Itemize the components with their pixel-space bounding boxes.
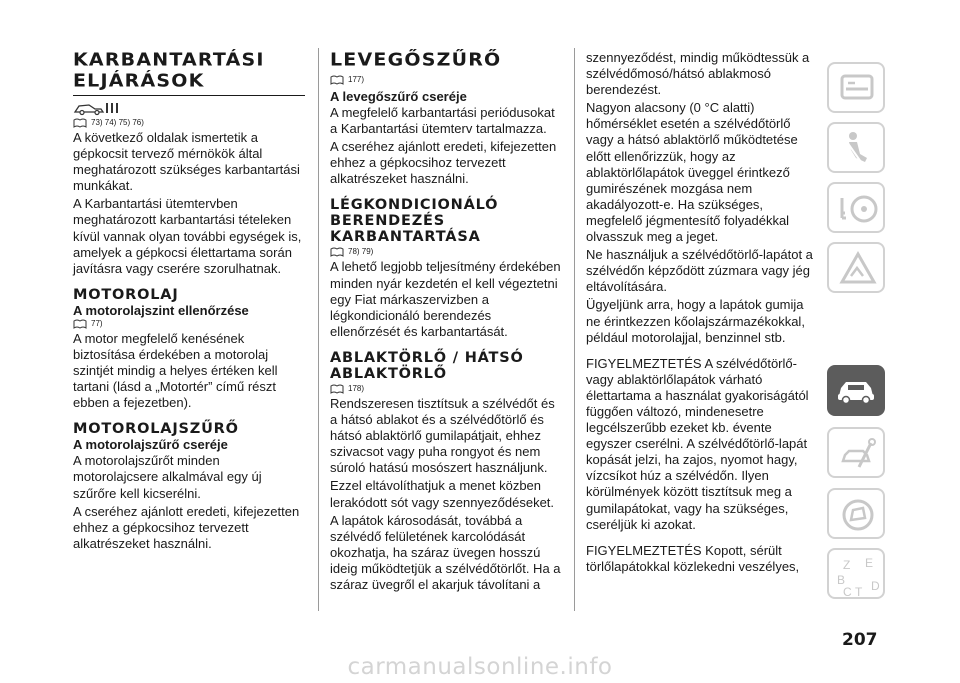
column-divider <box>574 48 575 611</box>
book-reference-icon <box>73 118 87 128</box>
wrench-car-icon <box>829 429 887 480</box>
seat-safety-icon <box>829 124 887 175</box>
paragraph: A lehető legjobb teljesítmény érdekében minden nyár kezdetén el kell végeztetni egy Fiat márkaszervizben a légkondicionáló berendezés ellenőrzését és karbantartását. <box>330 259 561 339</box>
svg-text:D: D <box>871 579 880 593</box>
warning-paragraph: FIGYELMEZTETÉS Kopott, sérült törlőlapátokkal közlekedni veszélyes, <box>586 542 800 574</box>
heading-legkondicionalo: LÉGKONDICIONÁLÓ <box>330 197 499 214</box>
nav-tab-maintenance[interactable] <box>827 365 885 416</box>
subheading: A motorolajszint ellenőrzése <box>73 302 249 318</box>
paragraph: Ügyeljünk arra, hogy a lapátok gumija ne érintkezzen kőolajszármazékokkal, például motorolajjal, benzinnel stb. <box>586 297 805 345</box>
paragraph: A cseréhez ajánlott eredeti, kifejezetten ehhez a gépkocsihoz tervezett alkatrészeket használni. <box>73 503 300 551</box>
warning-references: 177) <box>330 75 562 85</box>
nav-tab-dashboard[interactable] <box>827 62 885 113</box>
book-reference-icon <box>330 247 344 257</box>
book-reference-icon <box>330 384 344 394</box>
nav-tab-safety[interactable] <box>827 122 885 173</box>
subheading: A levegőszűrő cseréje <box>330 89 467 104</box>
book-reference-icon <box>330 75 344 85</box>
nav-tab-emergency[interactable] <box>827 242 885 293</box>
alphabetical-index-icon <box>829 550 887 601</box>
paragraph: A cseréhez ajánlott eredeti, kifejezetten ehhez a gépkocsihoz tervezett alkatrészeket használni. <box>330 139 557 187</box>
column-2 <box>330 50 562 595</box>
paragraph: szennyeződést, mindig működtessük a szélvédőmosó/hátsó ablakmosó berendezést. <box>586 50 810 98</box>
heading-ablaktorlo: ABLAKTÖRLŐ <box>330 365 447 382</box>
warning-references: 178) <box>330 384 562 394</box>
paragraph: Nagyon alacsony (0 °C alatti) hőmérséklet esetén a szélvédőtörlő vagy a hátsó ablaktörlő működtetése előtt ellenőrizzük, hogy az ablaktörlőlapátok üveggel érintkező gumirészének mozgása nem akadályozott-e. Ha szükséges, megfelelő jégmentesítő folyadékkal olvasszuk meg a jeget. <box>586 100 798 245</box>
media-navigation-icon <box>829 490 887 541</box>
warning-triangle-icon <box>829 244 887 295</box>
warning-references: 78) 79) <box>330 247 562 257</box>
paragraph: Rendszeresen tisztítsuk a szélvédőt és a hátsó ablakot és a szélvédőtörlő és hátsó ablaktörlő gumilapátjait, ehhez szivacsot vagy puha rongyot és nem súroló hatású mosószert használjunk. <box>330 395 555 476</box>
svg-text:C: C <box>843 585 852 599</box>
section-title-line-2: ELJÁRÁSOK <box>73 70 205 92</box>
heading-levegoszuro: LEVEGŐSZŰRŐ <box>330 49 502 71</box>
watermark-text: carmanualsonline.info <box>347 654 613 680</box>
svg-text:Z: Z <box>843 558 851 572</box>
vehicle-variant-icon <box>73 100 305 118</box>
page-number: 207 <box>842 630 878 650</box>
dashboard-icon <box>829 64 887 115</box>
subheading: A motorolajszűrő cseréje <box>73 437 228 453</box>
heading-ablaktorlo: ABLAKTÖRLŐ / HÁTSÓ <box>330 349 524 366</box>
paragraph: Ne használjuk a szélvédőtörlő-lapátot a szélvédőn képződött zúzmara vagy jég eltávolítására. <box>586 247 813 295</box>
column-3 <box>586 50 816 577</box>
heading-motorolajszuro: MOTOROLAJSZŰRŐ <box>73 421 239 438</box>
warning-references: 77) <box>73 319 305 329</box>
svg-text:T: T <box>855 585 863 599</box>
paragraph: Ezzel eltávolíthatjuk a menet közben lerakódott sót vagy szennyeződéseket. <box>330 478 555 510</box>
paragraph: A motor megfelelő kenésének biztosítása érdekében a motorolaj szintjét mindig a helyes értéken kell tartani (lásd a „Motortér” című részt ebben a fejezetben). <box>73 330 278 411</box>
nav-tab-technical-data[interactable] <box>827 427 885 478</box>
paragraph: A Karbantartási ütemtervben meghatározott karbantartási tételeken kívül vannak olyan további egységek is, amelyek a gépkocsi élettartama során javításra vagy cserére szorulhatnak. <box>73 196 302 276</box>
paragraph: A következő oldalak ismertetik a gépkocsit tervező mérnökök által meghatározott szükséges karbantartási munkákat. <box>73 130 300 194</box>
title-underline <box>73 95 305 96</box>
heading-legkondicionalo: BERENDEZÉS <box>330 213 445 230</box>
paragraph: A motorolajszűrőt minden motorolajcsere alkalmával egy új szűrőre kell kicserélni. <box>73 453 262 501</box>
paragraph: A megfelelő karbantartási periódusokat a Karbantartási ütemterv tartalmazza. <box>330 105 555 137</box>
book-reference-icon <box>73 319 87 329</box>
nav-tab-driving[interactable] <box>827 182 885 233</box>
svg-text:B: B <box>837 573 846 587</box>
column-1 <box>73 50 305 554</box>
steering-key-icon <box>829 184 887 235</box>
warning-paragraph: FIGYELMEZTETÉS A szélvédőtörlő-vagy ablaktörlőlapátok várható élettartama a használat gyakoriságától függően változó, mindenesetre legcélszerűbb ezeket kb. évente egyszer cserélni. A szélvédőtörlő-lapát kopását jelzi, ha zajos, nyomot hagy, vízcsíkot húz a szélvédőn. Ilyen körülmények között tisztítsuk meg a gumilapátokat, vagy ha szükséges, cseréljük ki azokat. <box>586 355 809 532</box>
warning-references: 73) 74) 75) 76) <box>73 118 305 128</box>
paragraph: A lapátok károsodását, továbbá a szélvédő felületének karcolódását okozhatja, ha száraz üvegen hosszú ideig működtetjük a szélvédőtörlőt. Ha a száraz üvegről el akarjuk távolítani a <box>330 512 561 592</box>
nav-tab-multimedia[interactable] <box>827 488 885 539</box>
heading-legkondicionalo: KARBANTARTÁSA <box>330 229 481 246</box>
car-maintenance-icon <box>827 365 885 416</box>
nav-tab-index[interactable] <box>827 548 885 599</box>
svg-text:E: E <box>865 556 874 570</box>
heading-motorolaj: MOTOROLAJ <box>73 286 179 303</box>
section-title-line-1: KARBANTARTÁSI <box>73 49 265 71</box>
column-divider <box>318 48 319 611</box>
